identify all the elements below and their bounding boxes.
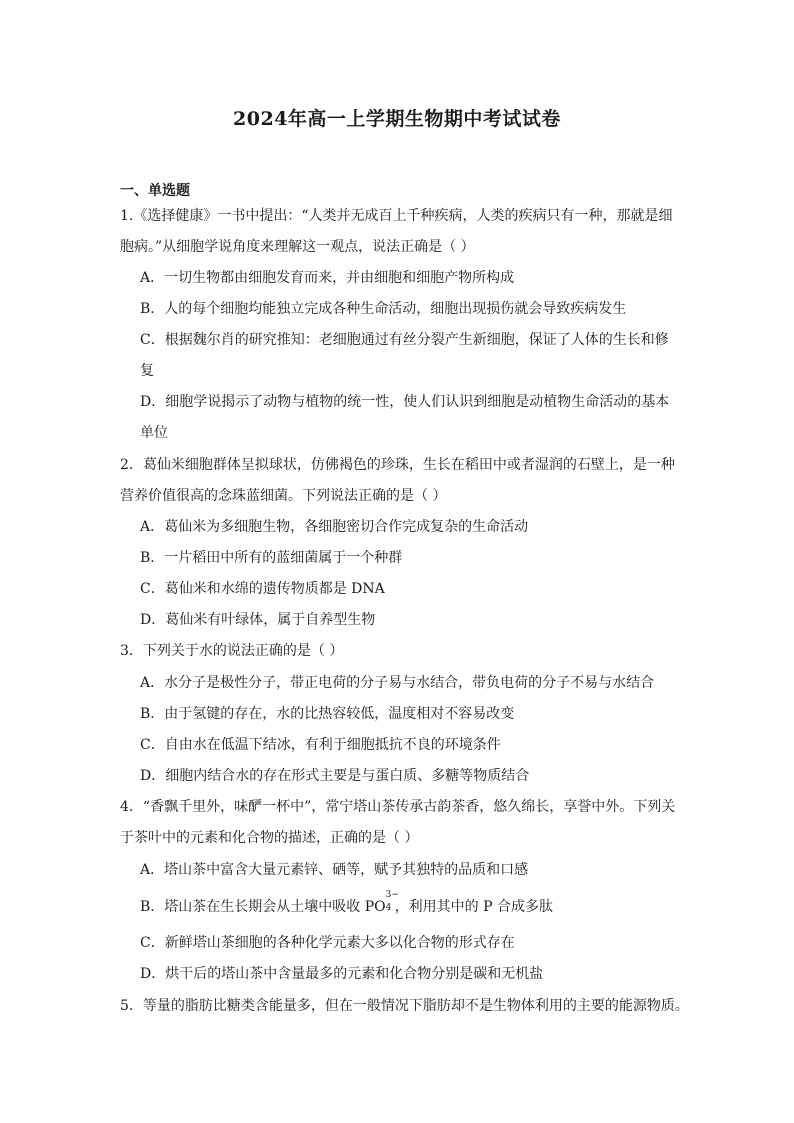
q3-option-a: A．水分子是极性分子，带正电荷的分子易与水结合，带负电荷的分子不易与水结合	[140, 675, 655, 691]
q4-option-c: C．新鲜塔山茶细胞的各种化学元素大多以化合物的形式存在	[140, 935, 515, 951]
q2-stem-line1: 2．葛仙米细胞群体呈拟球状，仿佛褐色的珍珠，生长在稻田中或者湿润的石壁上，是一种	[120, 457, 675, 473]
q4-option-b	[140, 890, 553, 917]
q3-option-b: B．由于氢键的存在，水的比热容较低，温度相对不容易改变	[140, 706, 515, 722]
q2-option-c: C．葛仙米和水绵的遗传物质都是 DNA	[140, 581, 385, 597]
q3-stem: 3．下列关于水的说法正确的是（ ）	[120, 643, 344, 659]
q4-option-b-post: ，利用其中的 P 合成多肽	[394, 899, 553, 915]
phosphate-subscript: 4	[385, 903, 392, 913]
q4-option-d: D．烘干后的塔山茶中含量最多的元素和化合物分别是碳和无机盐	[140, 966, 544, 982]
q4-stem-line1: 4．“香飘千里外，味酽一杯中”，常宁塔山茶传承古韵茶香，悠久绵长，享誉中外。下列关	[120, 799, 676, 815]
q1-option-d-line1: D．细胞学说揭示了动物与植物的统一性，使人们认识到细胞是动植物生命活动的基本	[140, 394, 670, 410]
q1-option-a: A．一切生物都由细胞发育而来，并由细胞和细胞产物所构成	[140, 270, 515, 286]
q5-stem-line1: 5．等量的脂肪比糖类含能量多，但在一般情况下脂肪却不是生物体利用的主要的能源物质。	[120, 998, 689, 1014]
phosphate-charge	[385, 890, 399, 913]
q1-stem-line1: 1.《选择健康》一书中提出：“人类并无成百上千种疾病，人类的疾病只有一种，那就是细	[120, 208, 673, 224]
q1-option-b: B．人的每个细胞均能独立完成各种生命活动，细胞出现损伤就会导致疾病发生	[140, 301, 627, 317]
q4-stem-line2: 于茶叶中的元素和化合物的描述，正确的是（ ）	[120, 830, 419, 846]
q4-option-a: A．塔山茶中富含大量元素锌、硒等，赋予其独特的品质和口感	[140, 862, 529, 878]
q3-option-c: C．自由水在低温下结冰，有利于细胞抵抗不良的环境条件	[140, 737, 501, 753]
exam-title: 2024年高一上学期生物期中考试试卷	[233, 108, 561, 130]
q1-option-c-line2: 复	[140, 363, 154, 379]
q2-option-b: B．一片稻田中所有的蓝细菌属于一个种群	[140, 550, 403, 566]
q1-stem-line2: 胞病。”从细胞学说角度来理解这一观点，说法正确是（ ）	[120, 239, 475, 255]
q1-option-d-line2: 单位	[140, 425, 168, 441]
q2-stem-line2: 营养价值很高的念珠蓝细菌。下列说法正确的是（ ）	[120, 488, 447, 504]
q3-option-d: D．细胞内结合水的存在形式主要是与蛋白质、多糖等物质结合	[140, 768, 530, 784]
phosphate-superscript: 3−	[385, 890, 399, 900]
section-heading: 一、单选题	[120, 183, 190, 199]
q4-option-b-pre: B．塔山茶在生长期会从土壤中吸收 PO	[140, 899, 386, 915]
q2-option-a: A．葛仙米为多细胞生物，各细胞密切合作完成复杂的生命活动	[140, 519, 529, 535]
q2-option-d: D．葛仙米有叶绿体，属于自养型生物	[140, 612, 376, 628]
q1-option-c-line1: C．根据魏尔肖的研究推知：老细胞通过有丝分裂产生新细胞，保证了人体的生长和修	[140, 332, 669, 348]
